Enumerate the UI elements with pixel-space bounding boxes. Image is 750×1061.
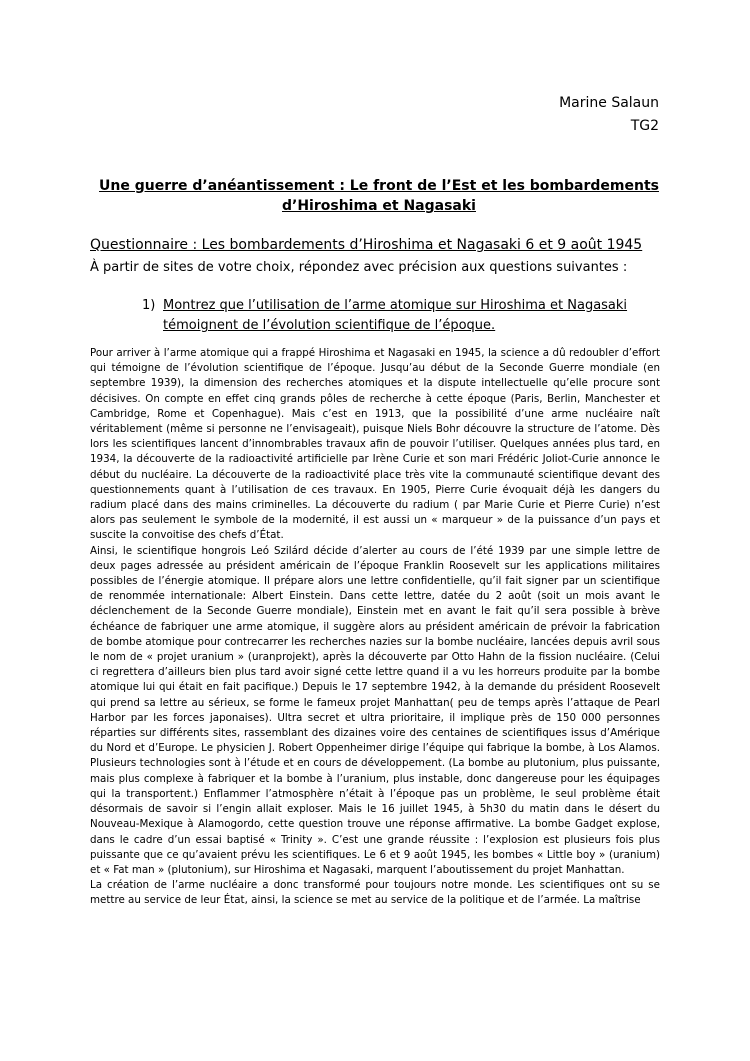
intro-instruction: À partir de sites de votre choix, répondez avec précision aux questions suivantes : — [90, 260, 628, 275]
author-block — [559, 92, 659, 138]
question-number: 1) — [142, 298, 156, 313]
answer-paragraph-1: Pour arriver à l’arme atomique qui a frappé Hiroshima et Nagasaki en 1945, la science a dû redoubler d’effort qui témoigne de l’évolution scientifique de l’époque. Jusqu’au début de la Seconde Guerre mondiale (en septembre 1939), la dimension des recherches atomiques et la dispute intellectuelle qu’elle procure sont décisives. On compte en effet cinq grands pôles de recherche à cette époque (Paris, Berlin, Manchester et Cambridge, Rome et Copenhague). Mais c’est en 1913, que la possibilité d’une arme nucléaire naît véritablement (même si personne ne l’envisageait), puisque Niels Bohr découvre la structure de l’atome. Dès lors les scientifiques lancent d’innombrables travaux afin de pouvoir l’utiliser. Quelques années plus tard, en 1934, la découverte de la radioactivité artificielle par Irène Curie et son mari Frédéric Joliot-Curie annonce le début du nucléaire. La découverte de la radioactivité place très vite la communauté scientifique devant des questionnements quant à l’utilisation de ces travaux. En 1905, Pierre Curie évoquait déjà les dangers du radium placé dans des mains criminelles. La découverte du radium ( par Marie Curie et Pierre Curie) n’est alors pas seulement le symbole de la modernité, il est aussi un « marqueur » de la puissance d’un pays et suscite la convoitise des chefs d’État. — [90, 347, 660, 542]
answer-paragraph-2: Ainsi, le scientifique hongrois Leó Szilárd décide d’alerter au cours de l’été 1939 par une simple lettre de deux pages adressée au président américain de l’époque Franklin Roosevelt sur les applications militaires possibles de l’énergie atomique. Il prépare alors une lettre confidentielle, qu’il fait signer par un scientifique de renommée internationale: Albert Einstein. Dans cette lettre, datée du 2 août (soit un mois avant le déclenchement de la Seconde Guerre mondiale), Einstein met en avant le fait qu’il sera possible à brève échéance de fabriquer une arme atomique, il suggère alors au président américain de prévoir la fabrication de bombe atomique pour contrecarrer les recherches nazies sur la bombe nucléaire, lancées depuis avril sous le nom de « projet uranium » (uranprojekt), après la découverte par Otto Hahn de la fission nucléaire. (Celui ci regrettera d’ailleurs bien plus tard avoir signé cette lettre quand il a vu les horreurs produite par la bombe atomique lui qui était en fait pacifique.) Depuis le 17 septembre 1942, à la demande du président Roosevelt qui prend sa lettre au sérieux, se forme le fameux projet Manhattan( peu de temps après l’attaque de Pearl Harbor par les forces japonaises). Ultra secret et ultra prioritaire, il implique près de 150 000 personnes réparties sur différents sites, rassemblant des dizaines voire des centaines de scientifiques issus d’Amérique du Nord et d’Europe. Le physicien J. Robert Oppenheimer dirige l’équipe qui fabrique la bombe, à Los Alamos. Plusieurs technologies sont à l’étude et en cours de développement. (La bombe au plutonium, plus puissante, mais plus complexe à fabriquer et la bombe à l’uranium, plus instable, donc dangereuse pour les équipages qui la transportent.) Enflammer l’atmosphère n’était à l’époque pas un problème, le seul problème était désormais de savoir si l’engin allait exploser. Mais le 16 juillet 1945, à 5h30 du matin dans le désert du Nouveau-Mexique à Alamogordo, cette question trouve une réponse affirmative. La bombe Gadget explose, dans le cadre d’un essai baptisé « Trinity ». C’est une grande réussite : l’explosion est plusieurs fois plus puissante que ce qu’avaient prévu les scientifiques. Le 6 et 9 août 1945, les bombes « Little boy » (uranium) et « Fat man » (plutonium), sur Hiroshima et Nagasaki, marquent l’aboutissement du projet Manhattan. — [90, 544, 660, 876]
questionnaire-heading: Questionnaire : Les bombardements d’Hiroshima et Nagasaki 6 et 9 août 1945 — [90, 237, 643, 253]
document-title: Une guerre d’anéantissement : Le front de l’Est et les bombardements d’Hiroshima et Nagasaki — [99, 178, 659, 214]
author-class: TG2 — [630, 118, 659, 134]
question-1 — [142, 296, 672, 336]
answer-paragraph-3: La création de l’arme nucléaire a donc transformé pour toujours notre monde. Les scientifiques ont su se mettre au service de leur État, ainsi, la science se met au service de la politique et de l’armée. La maîtrise — [90, 879, 660, 907]
answer-body — [90, 346, 660, 909]
question-text: Montrez que l’utilisation de l’arme atomique sur Hiroshima et Nagasaki témoignent de l’évolution scientifique de l’époque. — [163, 298, 628, 333]
author-name: Marine Salaun — [559, 95, 659, 111]
